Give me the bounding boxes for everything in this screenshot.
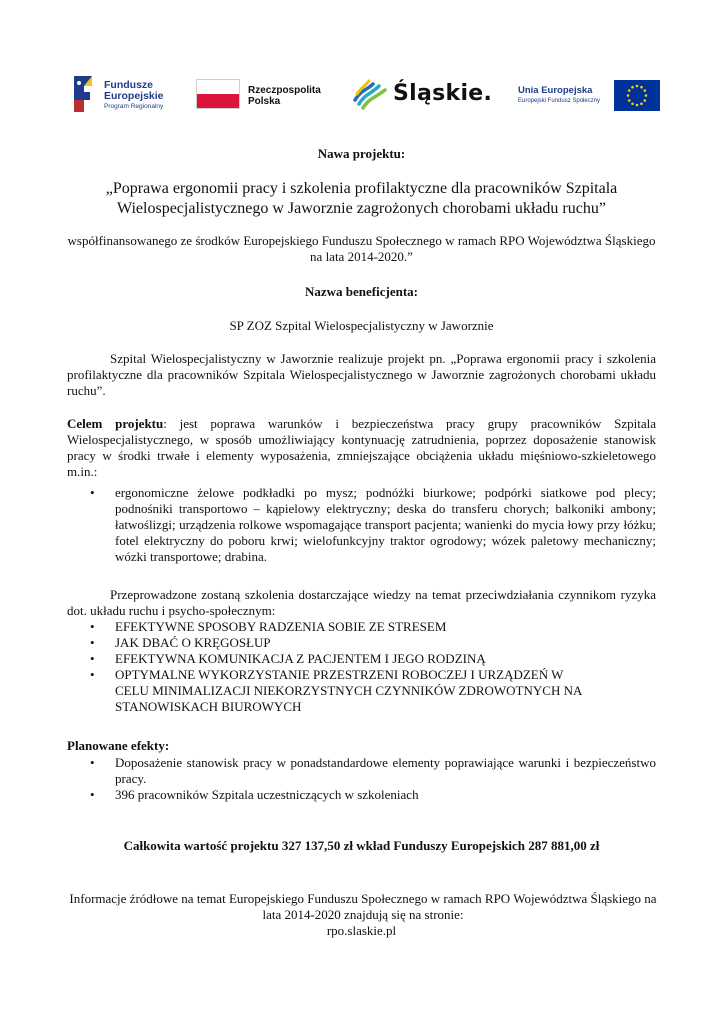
slaskie-waves-icon (353, 78, 387, 110)
trainings-intro: Przeprowadzone zostaną szkolenia dostarczające wiedzy na temat przeciwdziałania czynnikom ryzyka dot. układu ruchu i psycho-społecznym: (67, 587, 656, 618)
rzeczpospolita-line2: Polska (248, 96, 281, 107)
list-item: • OPTYMALNE WYKORZYSTANIE PRZESTRZENI ROBOCZEJ I URZĄDZEŃ W CELU MINIMALIZACJI NIEKORZYSTNYCH CZYNNIKÓW ZDROWOTNYCH NA STANOWISKACH BIUROWYCH (67, 667, 656, 715)
equipment-list (67, 485, 656, 565)
fundusze-europejskie-logo (70, 72, 180, 118)
poland-flag-icon (196, 79, 240, 109)
slaskie-logo (353, 72, 493, 118)
info-paragraph: Informacje źródłowe na temat Europejskiego Funduszu Społecznego w ramach RPO Województwa Śląskiego na lata 2014-2020 znajdują się na stronie: (69, 891, 657, 922)
unia-line2: Europejski Fundusz Społeczny (518, 98, 601, 104)
fundusze-line3: Program Regionalny (104, 103, 164, 110)
unia-europejska-logo (510, 72, 662, 118)
list-item: • Doposażenie stanowisk pracy w ponadstandardowe elementy poprawiające warunki i bezpieczeństwo pracy. (67, 755, 656, 787)
goal-text: : jest poprawa warunków i bezpieczeństwa pracy grupy pracowników Szpitala Wielospecjalistycznego, w sposób umożliwiający kontynuację zatrudnienia, poprzez doposażenie stanowisk pracy w środki trwałe i elementy wyposażenia, zmniejszające obciążenia układu mięśniowo-szkieletowego m.in.: (67, 416, 656, 479)
fundusze-line2: Europejskie (104, 90, 164, 102)
fundusze-line1: Fundusze (104, 79, 153, 91)
cofinancing-note: współfinansowanego ze środków Europejskiego Funduszu Społecznego w ramach RPO Województwa Śląskiego na lata 2014-2020.” (67, 233, 656, 264)
trainings-list (67, 619, 656, 715)
goal-label: Celem projektu (67, 416, 164, 431)
total-value: Całkowita wartość projektu 327 137,50 zł wkład Funduszy Europejskich 287 881,00 zł (123, 838, 600, 853)
website-link[interactable]: rpo.slaskie.pl (326, 923, 397, 938)
beneficiary-name: SP ZOZ Szpital Wielospecjalistyczny w Jaworznie (229, 318, 494, 333)
unia-line1: Unia Europejska (518, 85, 593, 96)
project-title: „Poprawa ergonomii pracy i szkolenia profilaktyczne dla pracowników Szpitala Wielospecjalistycznego w Jaworznie zagrożonych chorobami układu ruchu” (105, 180, 618, 217)
goal-paragraph (67, 416, 656, 480)
list-item: • EFEKTYWNE SPOSOBY RADZENIA SOBIE ZE STRESEM (67, 619, 656, 635)
rzeczpospolita-polska-logo (196, 72, 326, 118)
beneficiary-heading: Nazwa beneficjenta: (305, 284, 418, 299)
slaskie-name: Śląskie. (393, 81, 493, 106)
list-item: • JAK DBAĆ O KRĘGOSŁUP (67, 635, 656, 651)
list-item: • 396 pracowników Szpitala uczestniczących w szkoleniach (67, 787, 656, 803)
eu-flag-icon (614, 80, 660, 111)
logo-strip (70, 72, 660, 118)
list-item: • ergonomiczne żelowe podkładki po mysz; podnóżki biurkowe; podpórki siatkowe pod plecy; podnośniki transportowo – kąpielowy elektryczny; deska do transferu chorych; balkoniki ambony; łatwoślizgi; urządzenia rolkowe wspomagające transport pacjenta; wanienki do mycia łowy przy łóżku; fotel elektryczny do poboru krwi; wielofunkcyjny traktor ogrodowy; wózek paletowy mechaniczny; wózki transportowe; drabina. (67, 485, 656, 565)
effects-list (67, 755, 656, 803)
list-item: • EFEKTYWNA KOMUNIKACJA Z PACJENTEM I JEGO RODZINĄ (67, 651, 656, 667)
intro-paragraph: Szpital Wielospecjalistyczny w Jaworznie realizuje projekt pn. „Poprawa ergonomii pracy i szkolenia profilaktyczne dla pracowników Szpitala Wielospecjalistycznego w Jaworznie zagrożonych chorobami układu ruchu”. (67, 351, 656, 398)
project-heading: Nawa projektu: (317, 146, 406, 161)
rzeczpospolita-line1: Rzeczpospolita (248, 85, 321, 96)
effects-heading: Planowane efekty: (67, 738, 170, 753)
fundusze-europejskie-mark-icon (72, 74, 96, 114)
